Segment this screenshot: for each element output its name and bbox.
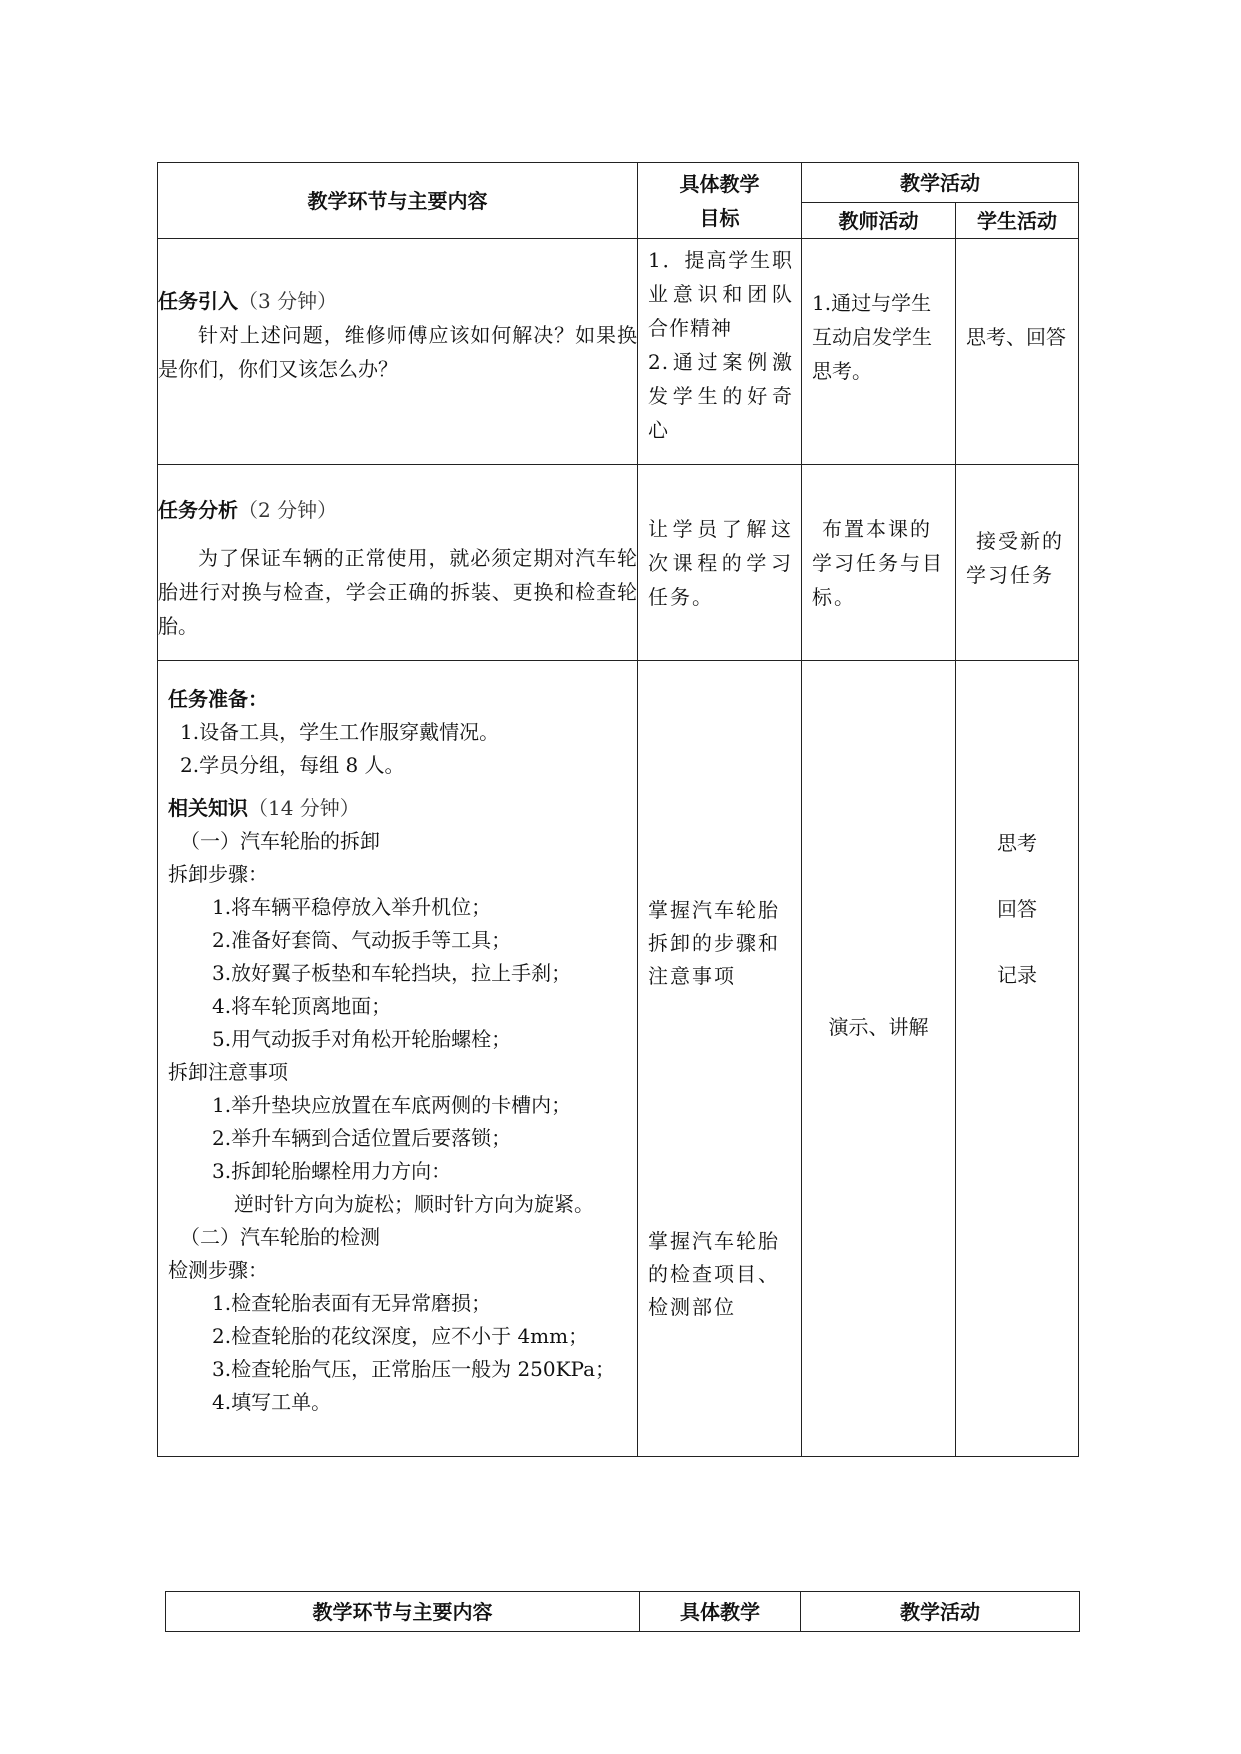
- row-knowledge-teacher: [802, 661, 956, 1457]
- row-analysis-teacher: [802, 465, 956, 661]
- removal-step: 5.用气动扳手对角松开轮胎螺栓；: [212, 1027, 512, 1051]
- header-student: 学生活动: [956, 203, 1079, 239]
- row-knowledge-goal: [638, 661, 802, 1457]
- lesson-plan-table: [157, 162, 1079, 1457]
- removal-step: 1.将车辆平稳停放入举升机位；: [212, 895, 492, 919]
- row-intro-teacher: [802, 239, 956, 465]
- intro-time: （3 分钟）: [238, 288, 338, 313]
- inspection-step: 3.检查轮胎气压，正常胎压一般为 250KPa；: [212, 1357, 616, 1381]
- intro-student-text: 思考、回答: [966, 324, 1066, 349]
- intro-title: 任务引入: [158, 288, 238, 313]
- prep-item: 2.学员分组，每组 8 人。: [180, 753, 405, 777]
- removal-note: 2.举升车辆到合适位置后要落锁；: [212, 1126, 512, 1150]
- row-analysis-content: [158, 465, 638, 661]
- lesson-plan-table-continued: [165, 1591, 1080, 1632]
- row-analysis-goal: [638, 465, 802, 661]
- removal-step: 3.放好翼子板垫和车轮挡块，拉上手刹；: [212, 961, 572, 985]
- header2-goal: 具体教学: [640, 1592, 801, 1632]
- removal-step: 2.准备好套筒、气动扳手等工具；: [212, 928, 512, 952]
- section-inspection: （二）汽车轮胎的检测: [180, 1225, 380, 1249]
- header-goal-line2: 目标: [699, 205, 740, 230]
- header-goal: [638, 163, 802, 239]
- analysis-goal-text: 让学员了解这次课程的学习任务。: [648, 516, 793, 609]
- header-teacher: 教师活动: [802, 203, 956, 239]
- analysis-time: （2 分钟）: [238, 498, 338, 522]
- removal-note: 1.举升垫块应放置在车底两侧的卡槽内；: [212, 1093, 572, 1117]
- analysis-text: 为了保证车辆的正常使用，就必须定期对汽车轮胎进行对换与检查，学会正确的拆装、更换和检查轮胎。: [158, 546, 637, 638]
- row-analysis-student: [956, 465, 1079, 661]
- knowledge-student-1: 思考: [997, 831, 1037, 855]
- section-removal: （一）汽车轮胎的拆卸: [180, 829, 380, 853]
- header-content: 教学环节与主要内容: [158, 163, 638, 239]
- header-goal-line1: 具体教学: [679, 171, 760, 196]
- knowledge-student-2: 回答: [997, 897, 1037, 921]
- intro-goal-text: 1．提高学生职业意识和团队合作精神 2.通过案例激发学生的好奇心: [648, 248, 793, 442]
- header2-activity: 教学活动: [801, 1592, 1080, 1632]
- prep-item: 1.设备工具，学生工作服穿戴情况。: [180, 720, 500, 744]
- prep-title: 任务准备：: [168, 687, 268, 711]
- inspection-step: 4.填写工单。: [212, 1390, 332, 1414]
- row-intro-content: [158, 239, 638, 465]
- knowledge-teacher-text: 演示、讲解: [828, 1015, 929, 1039]
- analysis-teacher-text: 布置本课的学习任务与目标。: [812, 516, 944, 609]
- intro-text: 针对上述问题，维修师傅应该如何解决？如果换是你们，你们又该怎么办？: [158, 322, 637, 381]
- knowledge-title: 相关知识: [168, 796, 248, 820]
- analysis-student-text: 接受新的学习任务: [966, 528, 1064, 587]
- removal-steps-title: 拆卸步骤：: [168, 862, 268, 886]
- analysis-title: 任务分析: [158, 498, 238, 522]
- intro-teacher-text: 1.通过与学生互动启发学生思考。: [812, 290, 932, 383]
- removal-step: 4.将车轮顶离地面；: [212, 994, 392, 1018]
- removal-notes-title: 拆卸注意事项: [168, 1060, 288, 1084]
- intro-heading: [158, 284, 637, 318]
- knowledge-time: （14 分钟）: [248, 796, 360, 820]
- row-knowledge-content: [158, 661, 638, 1457]
- row-knowledge-student: [956, 661, 1079, 1457]
- removal-note: 3.拆卸轮胎螺栓用力方向：: [212, 1159, 452, 1183]
- analysis-heading: [158, 493, 637, 527]
- inspection-steps-title: 检测步骤：: [168, 1258, 268, 1282]
- header2-content: 教学环节与主要内容: [166, 1592, 640, 1632]
- knowledge-goal-inspection: 掌握汽车轮胎的检查项目、检测部位: [648, 1229, 780, 1319]
- inspection-step: 1.检查轮胎表面有无异常磨损；: [212, 1291, 492, 1315]
- knowledge-student-3: 记录: [997, 963, 1037, 987]
- inspection-step: 2.检查轮胎的花纹深度，应不小于 4mm；: [212, 1324, 589, 1348]
- header-activity: 教学活动: [802, 163, 1079, 203]
- removal-note-sub: 逆时针方向为旋松；顺时针方向为旋紧。: [234, 1192, 594, 1216]
- knowledge-goal-removal: 掌握汽车轮胎拆卸的步骤和注意事项: [648, 898, 780, 988]
- row-intro-goal: [638, 239, 802, 465]
- knowledge-heading: [168, 792, 631, 825]
- row-intro-student: [956, 239, 1079, 465]
